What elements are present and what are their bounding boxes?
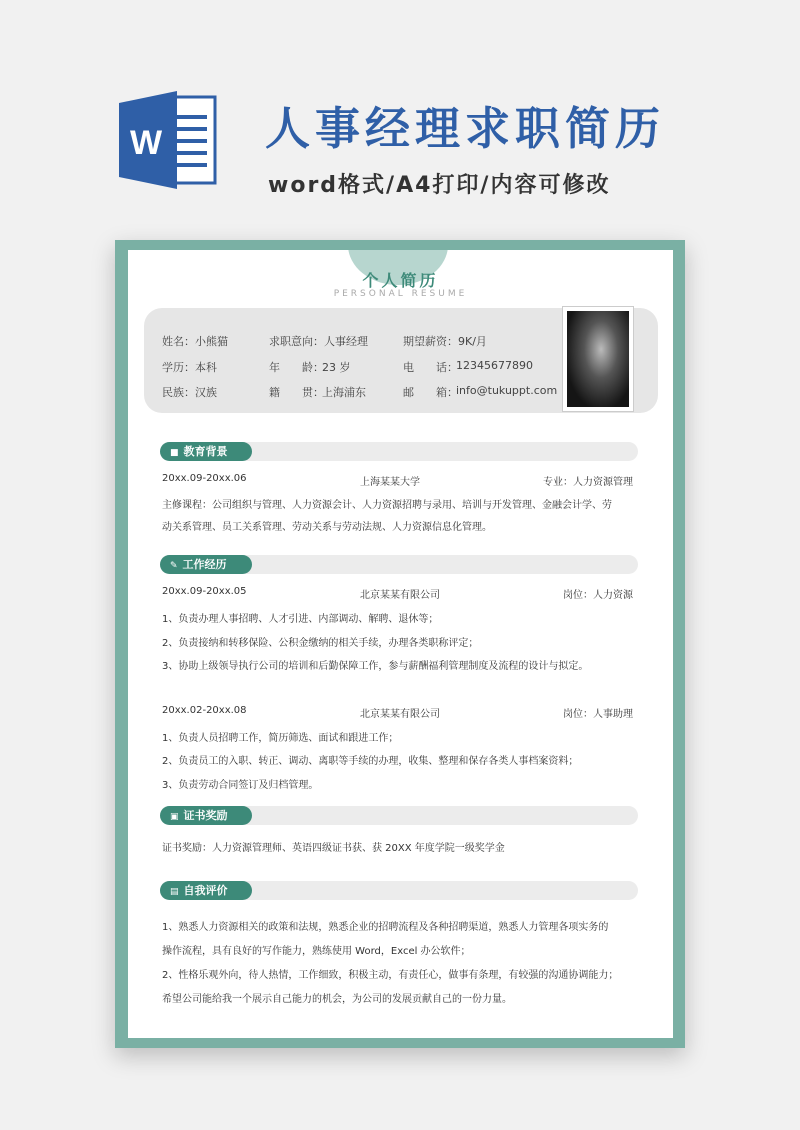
job2-duty: 2、负责员工的入职、转正、调动、离职等手续的办理，收集、整理和保存各类人事档案资料； (162, 756, 579, 767)
avatar (567, 311, 629, 407)
edit-icon: ✎ (170, 561, 178, 571)
job2-period: 20xx.02-20xx.08 (162, 705, 247, 716)
info-age-value: 23 岁 (322, 361, 351, 374)
profile-photo (562, 306, 634, 412)
info-age-label: 年 龄： (269, 361, 324, 374)
section-certificates-title: 证书奖励 (183, 809, 228, 822)
page-title: 人事经理求职简历 (265, 102, 666, 155)
job2-duty: 1、负责人员招聘工作，简历筛选、面试和跟进工作； (162, 733, 399, 744)
section-certificates-header (160, 806, 638, 825)
self-eval-line: 1、熟悉人力资源相关的政策和法规，熟悉企业的招聘流程及各种招聘渠道，熟悉人力管理各项实务的 (162, 922, 609, 933)
edu-courses-line2: 动关系管理、员工关系管理、劳动关系与劳动法规、人力资源信息化管理。 (162, 522, 492, 533)
edu-period: 20xx.09-20xx.06 (162, 473, 247, 484)
info-salary: 期望薪资：9K/月 (403, 335, 487, 348)
page-subtitle: word格式/A4打印/内容可修改 (268, 173, 611, 198)
info-email-value: info@tukuppt.com (456, 384, 558, 397)
info-origin-value: 上海浦东 (322, 386, 366, 399)
info-phone-value: 12345677890 (456, 359, 533, 372)
self-eval-line: 操作流程，具有良好的写作能力，熟练使用 Word，Excel 办公软件； (162, 946, 471, 957)
info-job-intent: 求职意向：人事经理 (269, 335, 368, 348)
job2-company: 北京某某有限公司 (360, 709, 440, 720)
section-self-eval-header (160, 881, 638, 900)
svg-text:W: W (130, 124, 163, 162)
section-education-title: 教育背景 (183, 445, 228, 458)
job1-company: 北京某某有限公司 (360, 590, 440, 601)
section-self-eval-title: 自我评价 (183, 884, 228, 897)
edu-major: 专业：人力资源管理 (543, 477, 633, 488)
chat-icon: ▤ (170, 887, 179, 897)
resume-title: 个人简历 (362, 271, 439, 290)
self-eval-line: 2、性格乐观外向，待人热情，工作细致，积极主动，有责任心，做事有条理，有较强的沟通协调能力； (162, 970, 619, 981)
job1-duty: 1、负责办理人事招聘、人才引进、内部调动、解聘、退休等； (162, 614, 439, 625)
job1-position: 岗位：人力资源 (563, 590, 633, 601)
section-work-title: 工作经历 (182, 558, 227, 571)
info-education: 学历：本科 (162, 361, 217, 374)
education-icon: ■ (170, 448, 179, 458)
edu-courses-line1: 主修课程：公司组织与管理、人力资源会计、人力资源招聘与录用、培训与开发管理、金融会计学、劳 (162, 500, 612, 511)
info-phone-label: 电 话： (403, 361, 458, 374)
section-education-header (160, 442, 638, 461)
info-email-label: 邮 箱： (403, 386, 458, 399)
self-eval-line: 希望公司能给我一个展示自己能力的机会，为公司的发展贡献自己的一份力量。 (162, 994, 512, 1005)
job2-duty: 3、负责劳动合同签订及归档管理。 (162, 780, 319, 791)
certificates-text: 证书奖励：人力资源管理师、英语四级证书获、获 20XX 年度学院一级奖学金 (162, 843, 505, 854)
banner (0, 0, 800, 240)
job1-duty: 2、负责接纳和转移保险、公积金缴纳的相关手续，办理各类职称评定； (162, 638, 479, 649)
resume-subtitle: PERSONAL RESUME (333, 289, 468, 299)
info-name: 姓名：小熊猫 (162, 335, 228, 348)
job1-period: 20xx.09-20xx.05 (162, 586, 247, 597)
job2-position: 岗位：人事助理 (563, 709, 633, 720)
edu-school: 上海某某大学 (360, 477, 420, 488)
certificate-icon: ▣ (170, 812, 179, 822)
info-origin-label: 籍 贯： (269, 386, 324, 399)
word-document-icon (115, 85, 225, 195)
job1-duty: 3、协助上级领导执行公司的培训和后勤保障工作，参与薪酬福利管理制度及流程的设计与拟定。 (162, 661, 589, 672)
info-ethnicity: 民族：汉族 (162, 386, 217, 399)
resume-card (128, 250, 673, 1038)
section-work-header (160, 555, 638, 574)
